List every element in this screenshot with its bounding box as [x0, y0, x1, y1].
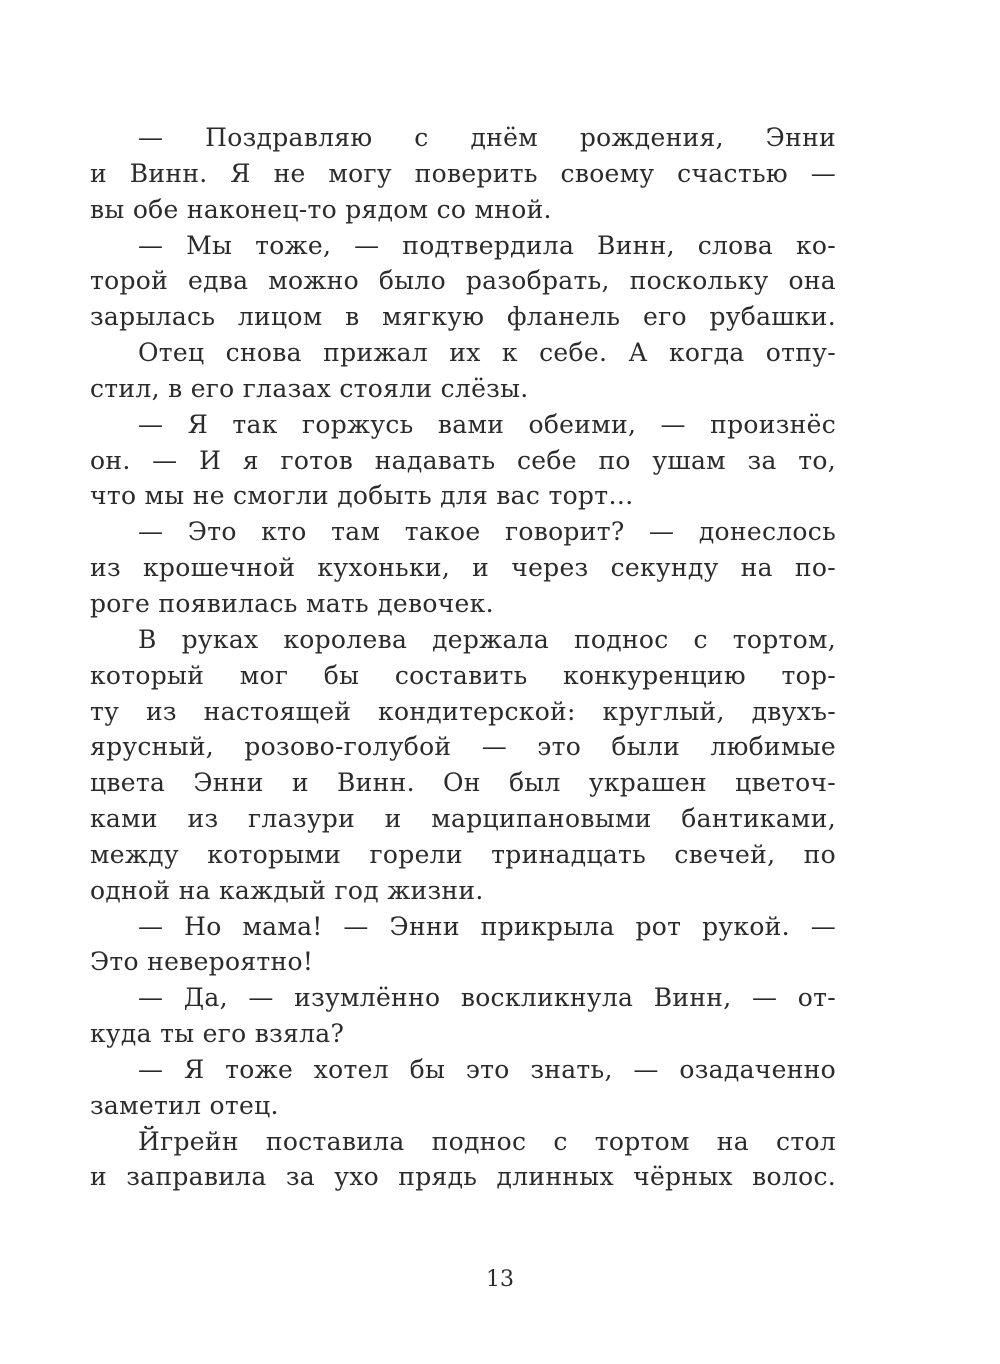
text-line: — Это кто там такое говорит? — донеслось	[138, 517, 836, 547]
text-line: цвета Энни и Винн. Он был украшен цветоч-	[90, 768, 836, 798]
text-line: и Винн. Я не могу поверить своему счастью —	[90, 158, 836, 188]
text-line: Это невероятно!	[90, 947, 314, 977]
text-line: Отец снова прижал их к себе. А когда отпу-	[138, 338, 836, 368]
text-line: из крошечной кухоньки, и через секунду на по-	[90, 553, 836, 583]
text-line: вы обе наконец-то рядом со мной.	[90, 194, 552, 224]
text-line: роге появилась мать девочек.	[90, 588, 494, 618]
text-line: ками из глазури и марципановыми бантиками,	[90, 804, 836, 834]
text-line: Йгрейн поставила поднос с тортом на стол	[138, 1126, 836, 1156]
text-line: и заправила за ухо прядь длинных чёрных волос.	[90, 1162, 836, 1192]
text-line: — Но мама! — Энни прикрыла рот рукой. —	[138, 911, 836, 941]
text-line: — Поздравляю с днём рождения, Энни	[138, 123, 836, 152]
text-line: зарылась лицом в мягкую фланель его рубашки.	[90, 302, 836, 332]
text-line: что мы не смогли добыть для вас торт…	[90, 481, 634, 511]
text-line: стил, в его глазах стояли слёзы.	[90, 373, 529, 403]
text-line: торой едва можно было разобрать, поскольку она	[90, 266, 836, 296]
text-line: — Да, — изумлённо воскликнула Винн, — от-	[138, 983, 836, 1013]
page-number: 13	[486, 1267, 514, 1292]
text-line: одной на каждый год жизни.	[90, 875, 484, 905]
text-line: ярусный, розово-голубой — это были любимые	[90, 732, 836, 762]
text-line: — Мы тоже, — подтвердила Винн, слова ко-	[138, 230, 836, 260]
text-line: между которыми горели тринадцать свечей, по	[90, 839, 836, 869]
text-line: куда ты его взяла?	[90, 1019, 345, 1049]
text-line: В руках королева держала поднос с тортом,	[138, 624, 836, 654]
text-line: который мог бы составить конкуренцию тор-	[90, 660, 836, 690]
text-line: заметил отец.	[90, 1090, 279, 1120]
text-line: он. — И я готов надавать себе по ушам за то,	[90, 445, 836, 475]
text-line: — Я тоже хотел бы это знать, — озадаченно	[138, 1054, 836, 1084]
text-line: ту из настоящей кондитерской: круглый, двухъ-	[90, 696, 836, 726]
text-line: — Я так горжусь вами обеими, — произнёс	[138, 409, 836, 439]
body-text	[90, 120, 836, 1195]
